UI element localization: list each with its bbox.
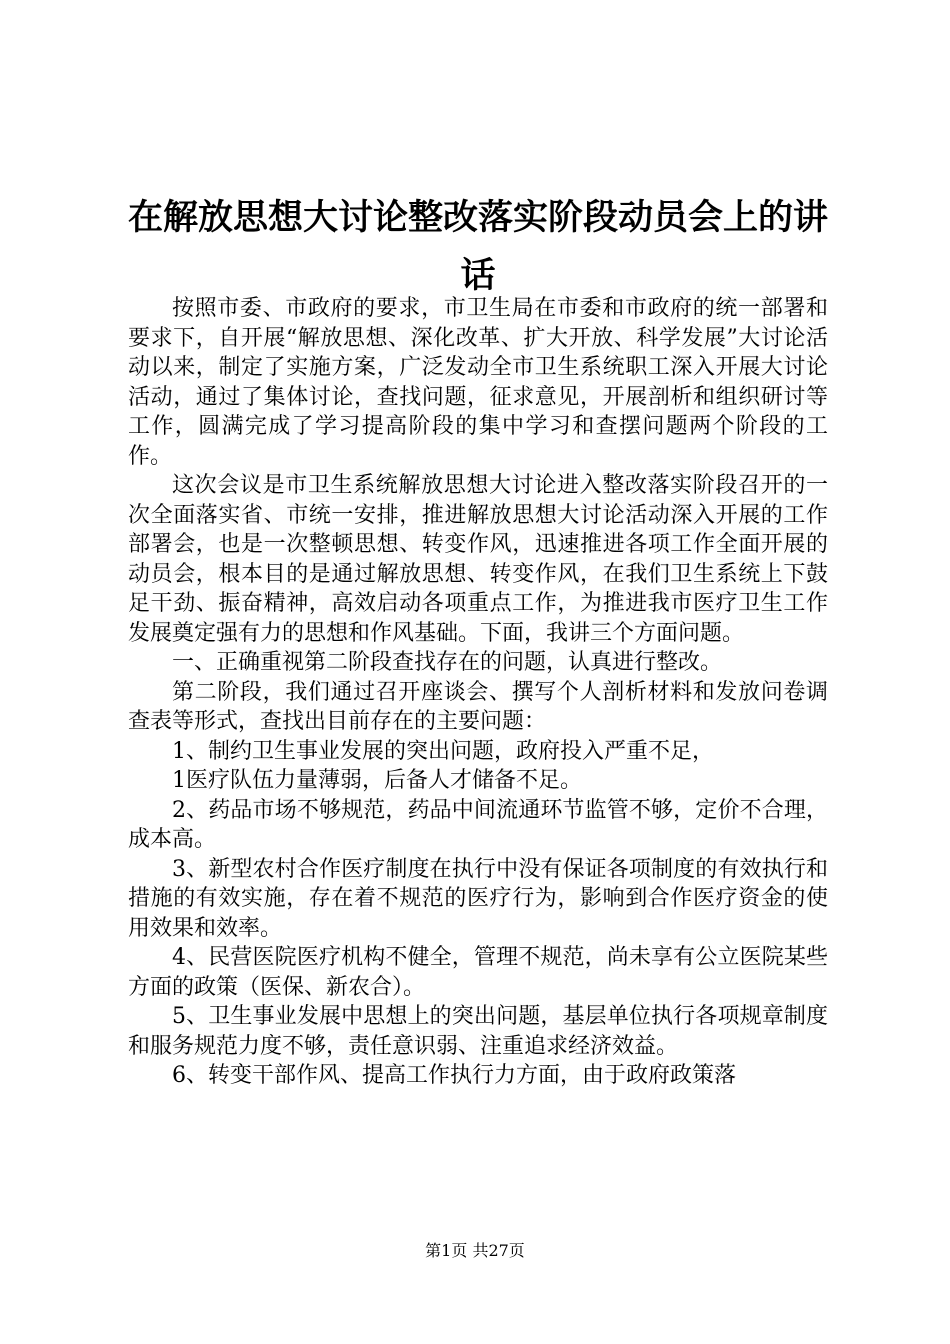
list-item-3: 3、新型农村合作医疗制度在执行中没有保证各项制度的有效执行和措施的有效实施，存在着不规范的医疗行为，影响到合作医疗资金的使用效果和效率。	[128, 856, 828, 941]
paragraph-2: 这次会议是市卫生系统解放思想大讨论进入整改落实阶段召开的一次全面落实省、市统一安排，推进解放思想大讨论活动深入开展的工作部署会，也是一次整顿思想、转变作风，迅速推进各项工作全面开展的动员会，根本目的是通过解放思想、转变作风，在我们卫生系统上下鼓足干劲、振奋精神，高效启动各项重点工作，为推进我市医疗卫生工作发展奠定强有力的思想和作风基础。下面，我讲三个方面问题。	[128, 473, 828, 646]
list-item-2: 2、药品市场不够规范，药品中间流通环节监管不够，定价不合理，成本高。	[128, 797, 828, 852]
list-item-6: 6、转变干部作风、提高工作执行力方面，由于政府政策落	[172, 1063, 736, 1088]
section-heading-1: 一、正确重视第二阶段查找存在的问题，认真进行整改。	[172, 650, 723, 675]
page-number: 第1页 共27页	[425, 1241, 525, 1260]
list-item-1b: 1医疗队伍力量薄弱，后备人才储备不足。	[172, 768, 582, 793]
document-title: 在解放思想大讨论整改落实阶段动员会上的讲话	[128, 197, 829, 297]
document-body	[128, 294, 828, 1091]
list-item-1: 1、制约卫生事业发展的突出问题，政府投入严重不足，	[172, 738, 714, 764]
list-item-4: 4、民营医院医疗机构不健全，管理不规范，尚未享有公立医院某些方面的政策（医保、新农合）。	[128, 945, 828, 1000]
paragraph-1: 按照市委、市政府的要求，市卫生局在市委和市政府的统一部署和要求下，自开展“解放思想、深化改革、扩大开放、科学发展”大讨论活动以来，制定了实施方案，广泛发动全市卫生系统职工深入开展大讨论活动，通过了集体讨论，查找问题，征求意见，开展剖析和组织研讨等工作，圆满完成了学习提高阶段的集中学习和查摆问题两个阶段的工作。	[128, 296, 828, 469]
paragraph-3: 第二阶段，我们通过召开座谈会、撰写个人剖析材料和发放问卷调查表等形式，查找出目前存在的主要问题：	[128, 679, 828, 734]
list-item-5: 5、卫生事业发展中思想上的突出问题，基层单位执行各项规章制度和服务规范力度不够，责任意识弱、注重追求经济效益。	[128, 1004, 828, 1059]
